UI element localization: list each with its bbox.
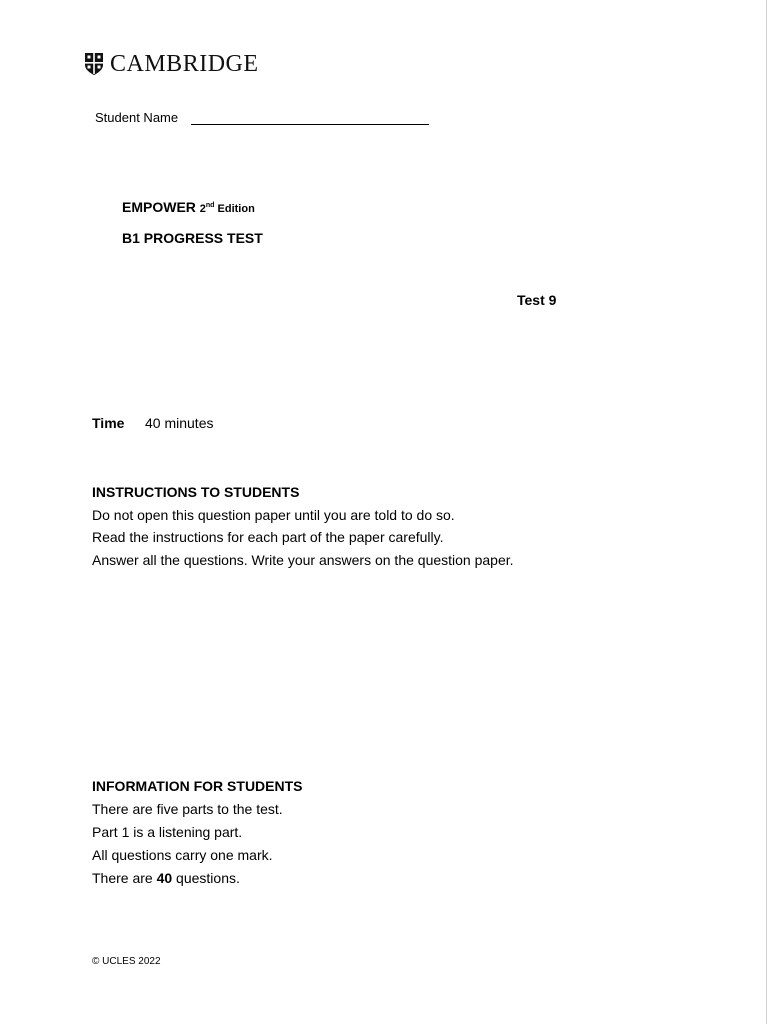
shield-icon — [84, 52, 104, 76]
student-name-field[interactable] — [191, 108, 429, 125]
edition-label: 2nd Edition — [199, 202, 255, 215]
logo-text: CAMBRIDGE — [110, 51, 259, 77]
question-count: 40 — [156, 870, 173, 886]
test-number: Test 9 — [517, 292, 557, 308]
information-line: There are five parts to the test. — [92, 801, 283, 817]
copyright: © UCLES 2022 — [92, 956, 161, 967]
information-line: All questions carry one mark. — [92, 847, 273, 863]
student-name-row — [95, 108, 429, 125]
instructions-heading: INSTRUCTIONS TO STUDENTS — [92, 484, 300, 500]
instruction-line: Read the instructions for each part of the paper carefully. — [92, 529, 444, 545]
course-name: EMPOWER — [122, 199, 196, 215]
time-value: 40 minutes — [145, 415, 214, 431]
information-line: Part 1 is a listening part. — [92, 824, 243, 840]
cambridge-logo — [84, 52, 259, 76]
time-row — [92, 415, 213, 431]
course-title — [122, 199, 255, 215]
time-label: Time — [92, 415, 125, 431]
instruction-line: Answer all the questions. Write your answers on the question paper. — [92, 552, 514, 568]
student-name-label: Student Name — [95, 110, 179, 125]
information-heading: INFORMATION FOR STUDENTS — [92, 778, 303, 794]
information-line: There are 40 questions. — [92, 870, 240, 886]
test-name: B1 PROGRESS TEST — [122, 230, 263, 246]
instruction-line: Do not open this question paper until you are told to do so. — [92, 507, 455, 523]
